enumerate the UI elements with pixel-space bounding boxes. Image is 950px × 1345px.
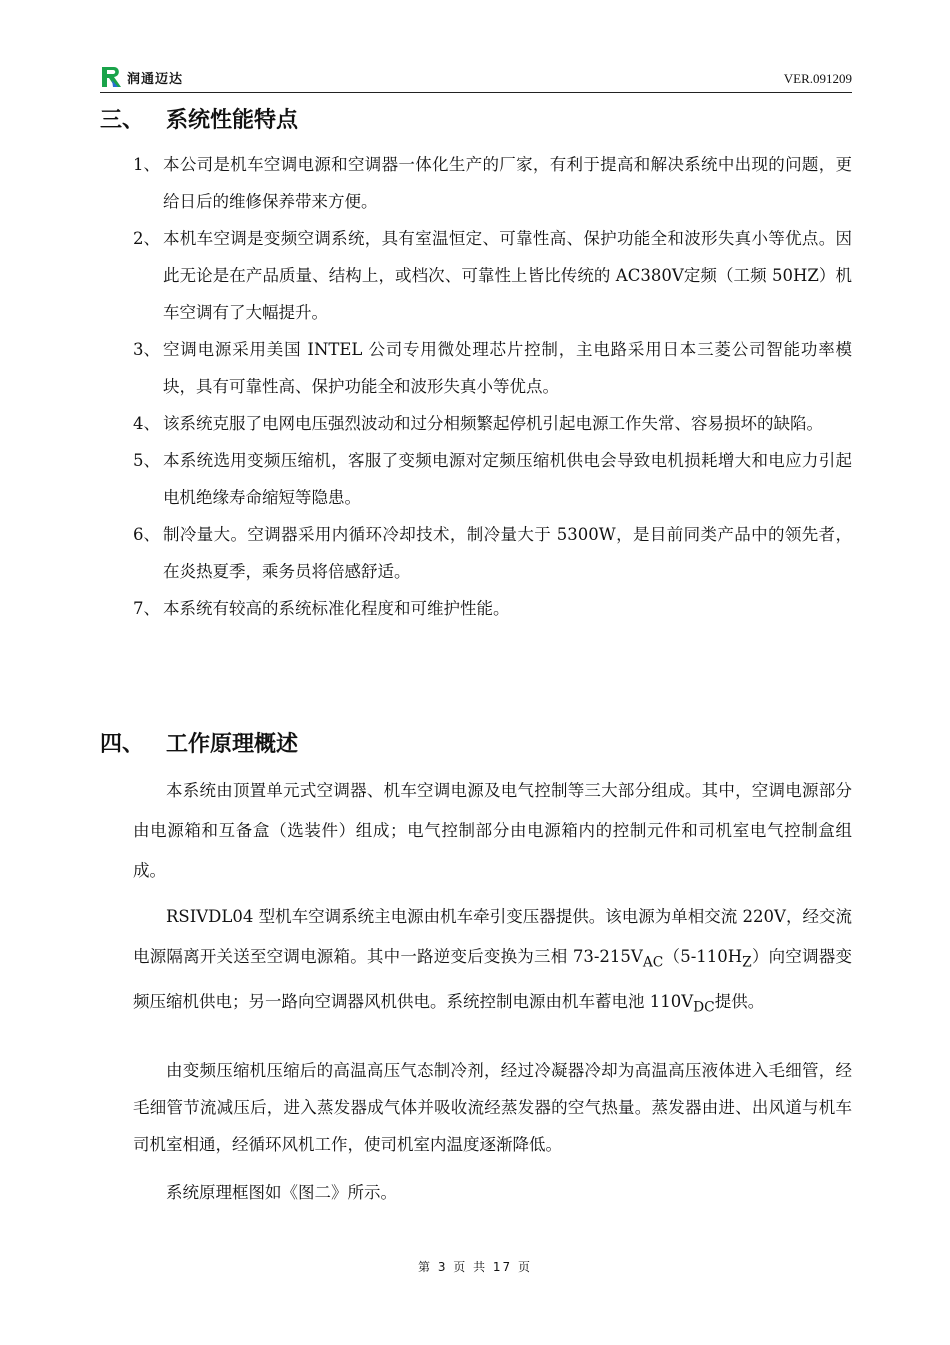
list-text: 空调电源采用美国 INTEL 公司专用微处理芯片控制，主电路采用日本三菱公司智能功率模块，具有可靠性高、保护功能全和波形失真小等优点。 [163,340,852,396]
list-item [133,590,852,627]
list-index: 4、 [133,414,160,433]
list-index: 6、 [133,525,160,544]
list-index: 7、 [133,599,160,618]
paragraph-refrigeration: 由变频压缩机压缩后的高温高压气态制冷剂，经过冷凝器冷却为高温高压液体进入毛细管，经毛细管节流减压后，进入蒸发器成气体并吸收流经蒸发器的空气热量。蒸发器由进、出风道与机车司机室相通，经循环风机工作，使司机室内温度逐渐降低。 [133,1061,852,1154]
list-text: 本系统有较高的系统标准化程度和可维护性能。 [163,599,510,618]
section-number: 三、 [100,108,145,133]
section-number: 四、 [100,732,145,757]
paragraph-diagram-ref: 系统原理框图如《图二》所示。 [166,1183,397,1202]
text-span: （5-110H [663,947,743,966]
paragraph-overview: 本系统由顶置单元式空调器、机车空调电源及电气控制等三大部分组成。其中，空调电源部分由电源箱和互备盒（选装件）组成；电气控制部分由电源箱内的控制元件和司机室电气控制盒组成。 [133,781,852,880]
section-title: 系统性能特点 [166,108,299,133]
feature-list [133,146,852,627]
list-text: 本系统选用变频压缩机，客服了变频电源对定频压缩机供电会导致电机损耗增大和电应力引起电机绝缘寿命缩短等隐患。 [163,451,852,507]
subscript: DC [693,999,715,1016]
list-text: 本机车空调是变频空调系统，具有室温恒定、可靠性高、保护功能全和波形失真小等优点。因此无论是在产品质量、结构上，或档次、可靠性上皆比传统的 AC380V定频（工频 50HZ）机车空调有了大幅提升。 [163,229,852,322]
list-item [133,516,852,590]
text-span: 提供。 [714,992,765,1012]
subscript: AC [642,954,664,971]
list-text: 本公司是机车空调电源和空调器一体化生产的厂家，有利于提高和解决系统中出现的问题，更给日后的维修保养带来方便。 [163,155,852,211]
list-index: 1、 [133,155,160,174]
section-title: 工作原理概述 [166,732,299,757]
company-logo-icon [100,66,124,88]
version-label: VER.091209 [783,71,852,86]
list-index: 3、 [133,340,160,359]
list-item [133,146,852,220]
text-span: ）向空调器变频压缩机供电；另一路向空调器风机供电。系统控制电源由机车蓄电池 110V [133,947,852,1012]
company-name: 润通迈达 [127,72,184,87]
list-index: 2、 [133,229,160,248]
page-header [100,64,852,93]
list-item [133,220,852,331]
list-index: 5、 [133,451,160,470]
section-heading-3 [100,103,298,134]
list-item [133,405,852,442]
list-text: 该系统克服了电网电压强烈波动和过分相频繁起停机引起电源工作失常、容易损坏的缺陷。 [163,414,823,433]
list-item [133,331,852,405]
section-heading-4 [100,727,298,758]
text-span: RSIVDL04 型机车空调系统主电源由机车牵引变压器提供。该电源为单相交流 220V，经交流电源隔离开关送至空调电源箱。其中一路逆变后变换为三相 73-215V [133,907,852,966]
page-number: 第 3 页 共 17 页 [418,1260,532,1274]
list-text: 制冷量大。空调器采用内循环冷却技术，制冷量大于 5300W，是目前同类产品中的领先者，在炎热夏季，乘务员将倍感舒适。 [163,525,852,581]
list-item [133,442,852,516]
paragraph-power-supply [133,897,852,1028]
subscript: Z [742,954,752,971]
